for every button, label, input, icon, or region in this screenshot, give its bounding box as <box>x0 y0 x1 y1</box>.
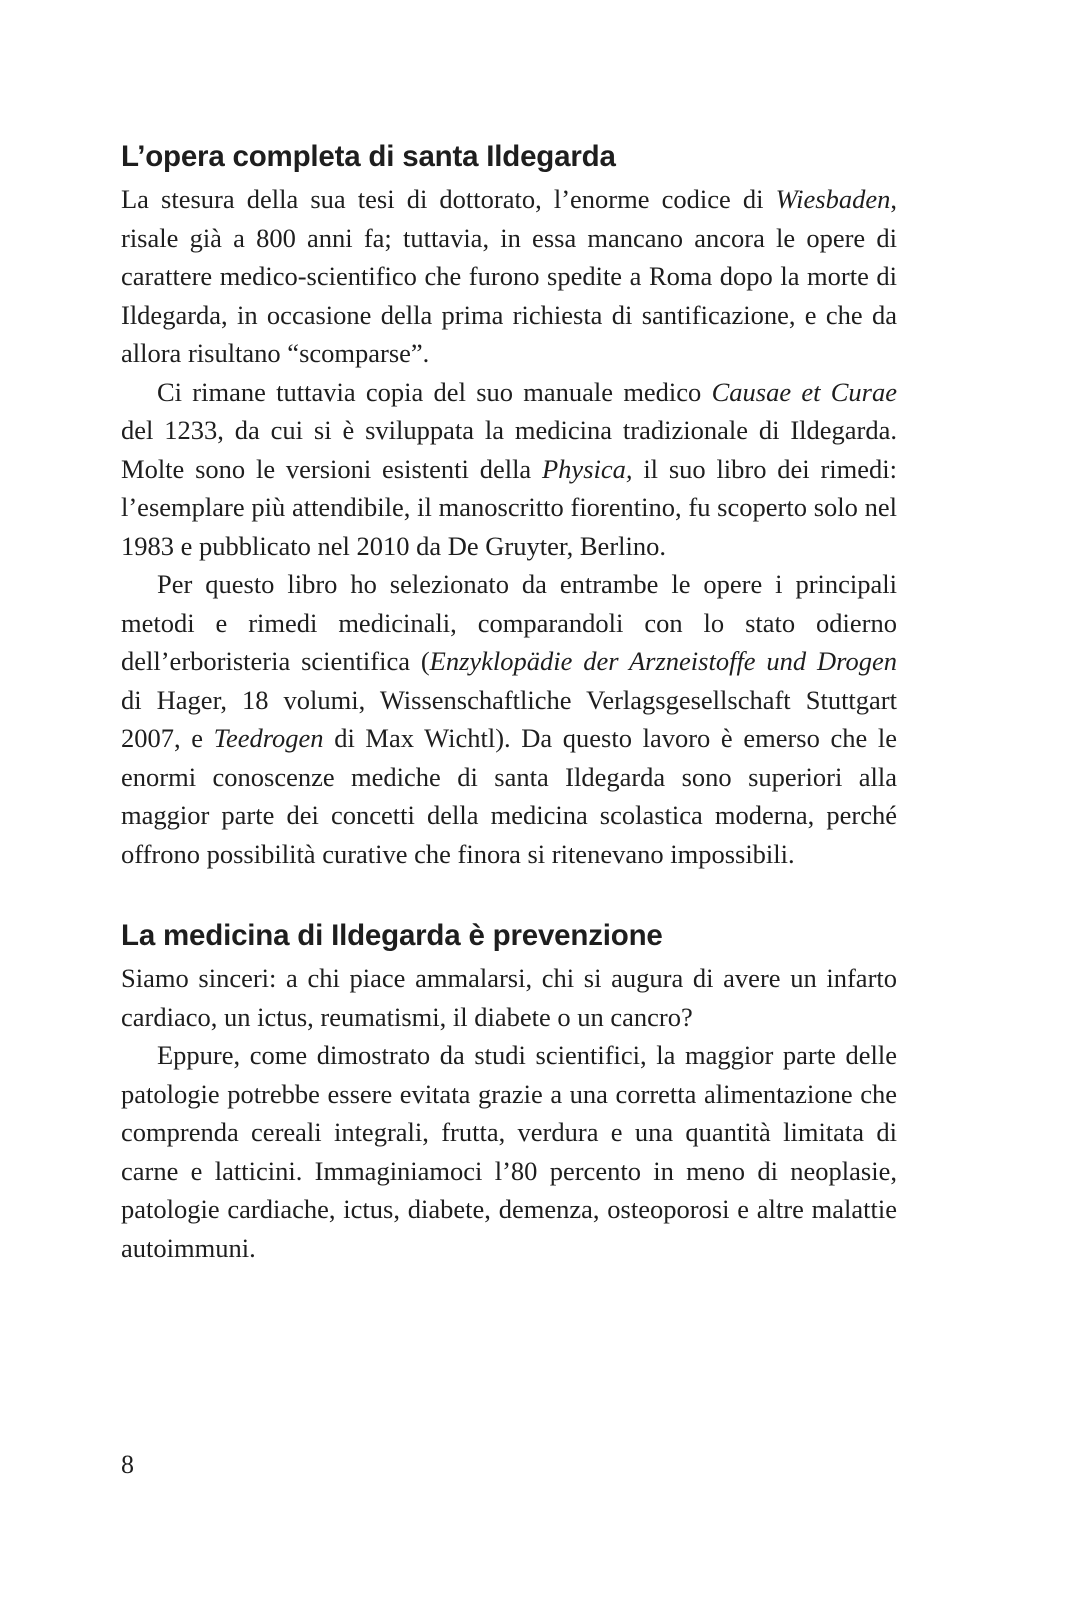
italic-title: Enzyklopädie der Arzneistoffe und Drogen <box>429 646 898 676</box>
italic-title: Causae et Curae <box>711 376 898 407</box>
page-number: 8 <box>121 1450 134 1479</box>
paragraph-sinceri: Siamo sinceri: a chi piace ammalarsi, chi si augura di avere un infarto cardiaco, un ictus, reumatismi, il diabete o un cancro? <box>121 963 897 1032</box>
italic-term: Wiesbaden <box>775 184 891 214</box>
paragraph-eppure: Eppure, come dimostrato da studi scientifici, la maggior parte delle patologie potrebbe essere evitata grazie a una corretta alimentazione che comprenda cereali integrali, frutta, verdura e una quantità limitata di carne e latticini. Immaginiamoci l’80 percento in meno di neoplasie, patologie cardiache, ictus, diabete, demenza, osteoporosi e altre malattie autoimmuni. <box>121 1040 897 1263</box>
italic-title: Teedrogen <box>213 723 324 753</box>
section-heading-opera: L’opera completa di santa Ildegarda <box>121 140 616 173</box>
text-span: di Hager, 18 volumi, Wissenschaftliche Verlagsgesellschaft Stuttgart 2007, e <box>121 684 897 753</box>
paragraph-causae <box>121 373 897 566</box>
text-span: , risale già a 800 anni fa; tuttavia, in essa mancano ancora le opere di carattere medico-scientifico che furono spedite a Roma dopo la morte di Ildegarda, in occasione della prima richiesta di santificazione, e che da allora risultano “scomparse”. <box>121 184 897 368</box>
italic-title: Physica, <box>542 453 633 484</box>
text-span: Ci rimane tuttavia copia del suo manuale medico <box>157 376 712 407</box>
paragraph-tesi <box>121 180 897 373</box>
text-span: La stesura della sua tesi di dottorato, l’enorme codice di <box>121 184 776 214</box>
text-span: del 1233, da cui si è sviluppata la medicina tradizionale di Ildegarda. Molte sono le versioni esistenti della <box>121 415 897 484</box>
text-span: Per questo libro ho selezionato da entrambe le opere i principali metodi e rimedi medicinali, comparandoli con lo stato odierno dell’erboristeria scientifica ( <box>121 569 897 676</box>
page-content <box>121 138 897 1267</box>
text-span: di Max Wichtl). Da questo lavoro è emerso che le enormi conoscenze mediche di santa Ildegarda sono superiori alla maggior parte dei concetti della medicina scolastica moderna, perché offrono possibilità curative che finora si ritenevano impossibili. <box>121 723 897 869</box>
paragraph-selezione <box>121 565 897 873</box>
section-heading-prevenzione: La medicina di Ildegarda è prevenzione <box>121 919 663 952</box>
text-span: il suo libro dei rimedi: l’esemplare più attendibile, il manoscritto fiorentino, fu scoperto solo nel 1983 e pubblicato nel 2010 da De Gruyter, Berlino. <box>121 453 897 561</box>
